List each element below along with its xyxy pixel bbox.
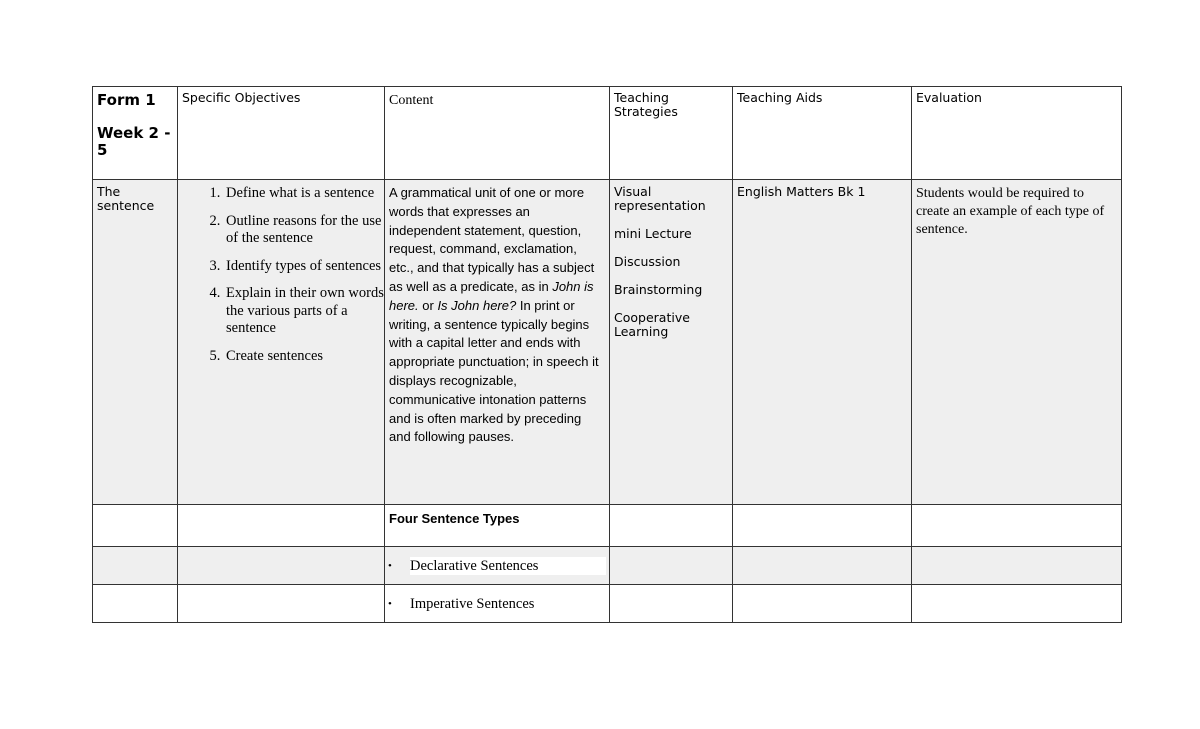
imperative-cell (385, 585, 610, 623)
declarative-row (93, 547, 1122, 585)
evaluation-header: Evaluation (912, 87, 1122, 180)
form-week-cell (93, 87, 178, 180)
objectives-list (178, 185, 384, 365)
bullet-icon: • (388, 598, 392, 610)
imperative-row (93, 585, 1122, 623)
empty-cell (178, 585, 385, 623)
objective-item: 1. Define what is a sentence (224, 185, 384, 203)
topic-cell: The sentence (93, 180, 178, 505)
bullet-icon: • (388, 560, 392, 572)
strategies-cell (610, 180, 733, 505)
strategy-item: Cooperative Learning (614, 310, 690, 339)
declarative-cell (385, 547, 610, 585)
empty-cell (178, 547, 385, 585)
empty-cell (93, 547, 178, 585)
empty-cell (610, 547, 733, 585)
objectives-cell (178, 180, 385, 505)
week-label: Week 2 - 5 (97, 124, 171, 159)
empty-cell (733, 505, 912, 547)
content-definition: A grammatical unit of one or more words that expresses an independent statement, question, request, command, exclamation, etc., and that typically has a subject as well as a predicate, as in John is here. or Is John here? In print or writing, a sentence typically begins with a capital letter and ends with appropriate punctuation; in speech it displays recognizable, communicative intonation patterns and is often marked by preceding and following pauses. (389, 185, 599, 445)
empty-cell (93, 585, 178, 623)
objective-item: 4. Explain in their own words the various parts of a sentence (224, 285, 384, 338)
objective-item: 5. Create sentences (224, 348, 384, 366)
lesson-plan-table (92, 86, 1122, 623)
aids-header: Teaching Aids (733, 87, 912, 180)
empty-cell (912, 505, 1122, 547)
objective-item: 3. Identify types of sentences (224, 258, 384, 276)
strategy-item: mini Lecture (614, 226, 692, 241)
strategy-item: Brainstorming (614, 282, 703, 297)
strategy-item: Discussion (614, 254, 681, 269)
empty-cell (733, 585, 912, 623)
strategy-item: Visual representation (614, 184, 706, 213)
sentence-row (93, 180, 1122, 505)
imperative-label: Imperative Sentences (410, 596, 535, 612)
empty-cell (610, 585, 733, 623)
declarative-label: Declarative Sentences (410, 557, 606, 575)
objective-item: 2. Outline reasons for the use of the sentence (224, 213, 384, 248)
sentence-types-heading-row (93, 505, 1122, 547)
sentence-types-heading: Four Sentence Types (389, 511, 520, 526)
empty-cell (912, 547, 1122, 585)
content-cell (385, 180, 610, 505)
strategies-header: Teaching Strategies (610, 87, 733, 180)
empty-cell (733, 547, 912, 585)
form-label: Form 1 (97, 91, 156, 109)
empty-cell (178, 505, 385, 547)
sentence-types-heading-cell (385, 505, 610, 547)
empty-cell (912, 585, 1122, 623)
evaluation-cell: Students would be required to create an example of each type of sentence. (912, 180, 1122, 505)
empty-cell (610, 505, 733, 547)
aids-cell: English Matters Bk 1 (733, 180, 912, 505)
content-header: Content (385, 87, 610, 180)
header-row (93, 87, 1122, 180)
objectives-header: Specific Objectives (178, 87, 385, 180)
empty-cell (93, 505, 178, 547)
